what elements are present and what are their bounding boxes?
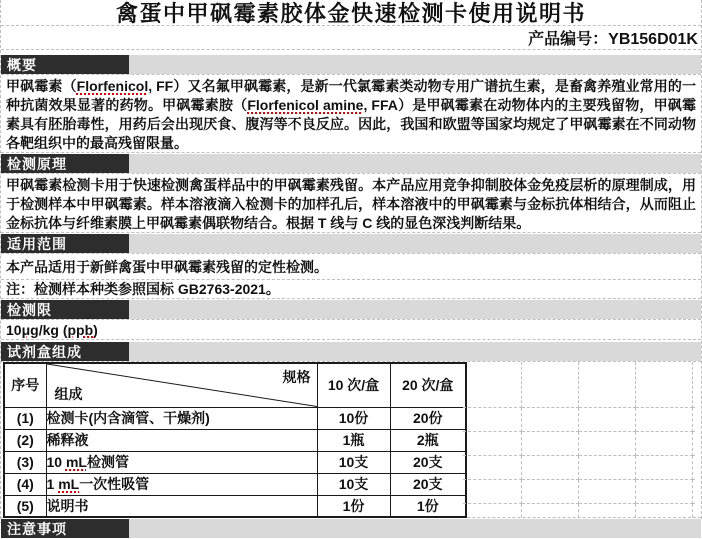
cell-qty-20: 2瓶 bbox=[390, 429, 466, 451]
cell-sn: (5) bbox=[4, 495, 46, 517]
title-row bbox=[1, 0, 701, 26]
text-segment: ) bbox=[93, 321, 98, 338]
text-segment: 一次性吸管 bbox=[79, 476, 150, 492]
cell-sn: (2) bbox=[4, 429, 46, 451]
text-segment: 10 bbox=[6, 321, 22, 338]
cell-qty-10: 1份 bbox=[317, 495, 390, 517]
section-heading-kit: 试剂盒组成 bbox=[1, 342, 129, 361]
cell-qty-10: 10份 bbox=[317, 407, 390, 429]
section-header-scope bbox=[1, 233, 701, 254]
text-segment: 1 bbox=[46, 476, 59, 492]
cell-qty-20: 20份 bbox=[390, 407, 466, 429]
section-heading-principle: 检测原理 bbox=[1, 154, 129, 173]
section-heading-scope: 适用范围 bbox=[1, 234, 129, 253]
section-heading-limit: 检测限 bbox=[1, 300, 129, 319]
overview-paragraph bbox=[1, 75, 701, 153]
text-segment: 检测管 bbox=[86, 454, 129, 470]
text-segment: , FFA）是甲砜霉素在动物体内的主要残留物，甲砜霉素具有胚胎毒性，用药后会出现厌食、腹泻等不良反应。因此，我国和欧盟等国家均规定了甲砜霉素在不同动物各靶组织中的最高残留限量。 bbox=[6, 97, 696, 151]
cell-sn: (4) bbox=[4, 473, 46, 495]
principle-paragraph bbox=[1, 174, 701, 233]
header-20-per-box: 20 次/盒 bbox=[390, 363, 466, 407]
cell-qty-10: 10支 bbox=[317, 473, 390, 495]
section-heading-overview: 概要 bbox=[1, 55, 129, 74]
cell-sn: (1) bbox=[4, 407, 46, 429]
background-grid bbox=[463, 362, 695, 528]
text-segment: , FF）又名氟甲砜霉素，是新一代氯霉素类动物专用广谱抗生素，是畜禽养殖业常用的一种抗菌效果显著的药物。甲砜霉素胺（ bbox=[6, 78, 697, 113]
product-code: 产品编号：YB156D01K bbox=[528, 31, 698, 48]
section-header-limit bbox=[1, 299, 701, 320]
scope-note: 注：检测样本种类参照国标 GB2763-2021。 bbox=[1, 280, 701, 299]
cell-qty-20: 20支 bbox=[390, 473, 466, 495]
cell-qty-10: 1瓶 bbox=[317, 429, 390, 451]
scope-statement: 本产品适用于新鲜禽蛋中甲砜霉素残留的定性检测。 bbox=[1, 254, 701, 280]
table-header-row bbox=[4, 363, 466, 407]
detection-limit-value bbox=[1, 320, 701, 340]
cell-qty-20: 1份 bbox=[390, 495, 466, 517]
section-header-principle bbox=[1, 153, 701, 174]
table-row bbox=[4, 473, 466, 495]
text-segment: 稀释液 bbox=[46, 432, 89, 448]
text-segment: 检测卡(内含滴管、干燥剂) bbox=[46, 410, 210, 426]
section-header-overview bbox=[1, 50, 701, 75]
section-header-precautions bbox=[1, 518, 701, 538]
header-spec-label: 规格 bbox=[282, 369, 311, 385]
table-row bbox=[4, 495, 466, 517]
cell-sn: (3) bbox=[4, 451, 46, 473]
cell-component bbox=[46, 473, 317, 495]
spellcheck-flagged-text: Florfenicol bbox=[76, 78, 149, 94]
text-segment: /kg ( bbox=[38, 321, 68, 338]
text-segment: 甲砜霉素检测卡用于快速检测禽蛋样品中的甲砜霉素残留。本产品应用竞争抑制胶体金免疫层析的原理制成，用于检测样本中甲砜霉素。样本溶液滴入检测卡的加样孔后，样本溶液中的甲砜霉素与金标抗体相结合，从而阻止金标抗体与纤维素膜上甲砜霉素偶联物结合。根据 T 线与 C 线的显色深浅判断结果。 bbox=[6, 177, 696, 231]
cell-qty-10: 10支 bbox=[317, 451, 390, 473]
text-segment: 10 bbox=[46, 454, 66, 470]
cell-qty-20: 20支 bbox=[390, 451, 466, 473]
table-row bbox=[4, 407, 466, 429]
cell-component bbox=[46, 451, 317, 473]
diagonal-line bbox=[47, 364, 317, 407]
table-row bbox=[4, 451, 466, 473]
text-segment: 甲砜霉素（ bbox=[6, 78, 77, 94]
kit-table-area bbox=[1, 362, 701, 518]
header-10-per-box: 10 次/盒 bbox=[317, 363, 390, 407]
header-sn: 序号 bbox=[4, 363, 46, 407]
page-title: 禽蛋中甲砜霉素胶体金快速检测卡使用说明书 bbox=[115, 1, 586, 26]
spellcheck-flagged-text: mL bbox=[65, 454, 87, 470]
spellcheck-flagged-text: mL bbox=[58, 476, 80, 492]
spellcheck-flagged-text: Florfenicol amine bbox=[247, 97, 364, 113]
kit-composition-table bbox=[3, 362, 467, 518]
spellcheck-flagged-text: ppb bbox=[67, 321, 94, 338]
section-header-kit bbox=[1, 340, 701, 362]
cell-component bbox=[46, 407, 317, 429]
table-row bbox=[4, 429, 466, 451]
spellcheck-flagged-text: μg bbox=[21, 321, 39, 338]
header-component-label: 组成 bbox=[54, 385, 83, 402]
section-heading-precautions: 注意事项 bbox=[1, 519, 129, 538]
product-row bbox=[1, 26, 701, 50]
text-segment: 说明书 bbox=[46, 497, 89, 514]
cell-component bbox=[46, 495, 317, 517]
cell-component bbox=[46, 429, 317, 451]
header-diagonal-cell bbox=[46, 363, 317, 407]
